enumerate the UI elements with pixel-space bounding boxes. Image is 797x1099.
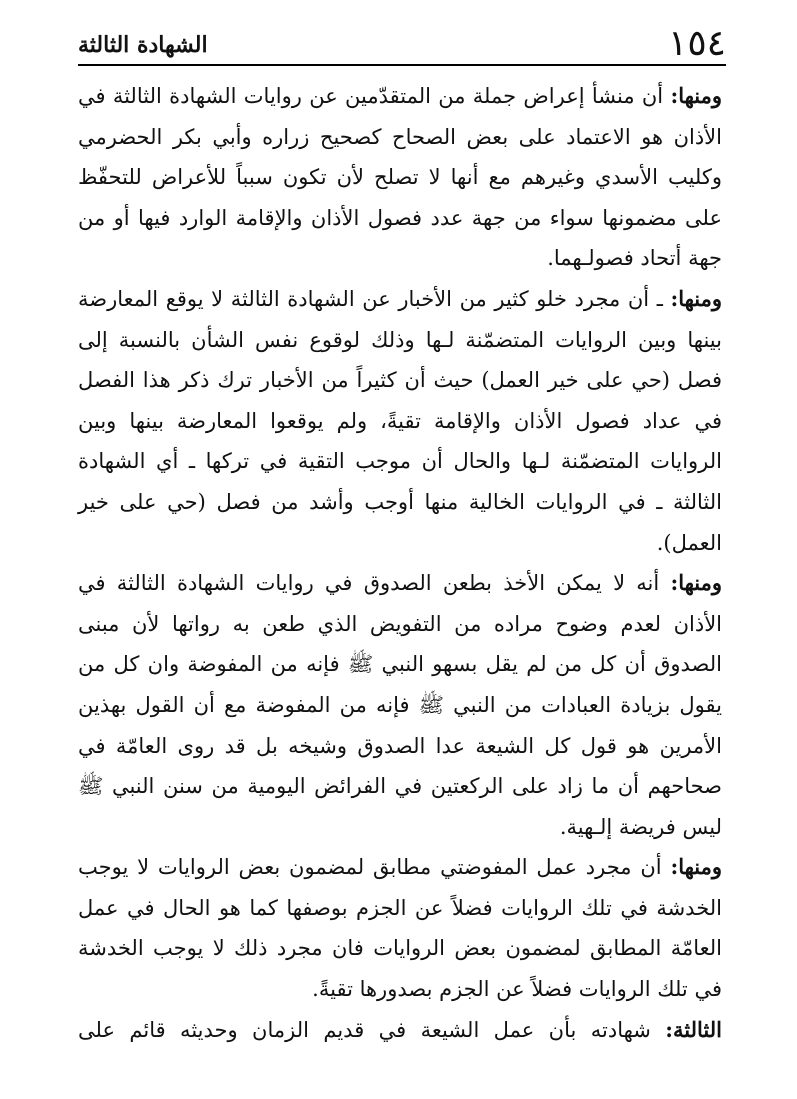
text-body — [78, 76, 722, 1050]
paragraph-keyword: الثالثة: — [665, 1016, 722, 1042]
paragraph-keyword: ومنها: — [670, 83, 722, 108]
paragraph-keyword: ومنها: — [670, 854, 722, 880]
page-number: ١٥٤ — [667, 23, 726, 64]
paragraph — [78, 1010, 722, 1051]
paragraph — [78, 76, 722, 279]
header-rule — [78, 64, 726, 66]
paragraph-keyword: ومنها: — [670, 285, 722, 311]
running-title: الشهادة الثالثة — [78, 32, 208, 58]
paragraph — [78, 847, 722, 1009]
paragraph-text: أنه لا يمكن الأخذ بطعن الصدوق في روايات الشهادة الثالثة في الأذان لعدم وضوح مراده من التفويض الذي طعن به رواتها لأن مبنى الصدوق أن كل من لم يقل بسهو النبي ﷺ فإنه من المفوضة وان كل من يقول بزيادة العبادات من النبي ﷺ فإنه من المفوضة مع أن القول بهذين الأمرين هو قول كل الشيعة عدا الصدوق وشيخه بل قد روى العامّة في صحاحهم أن ما زاد على الركعتين في الفرائض اليومية من سنن النبي ﷺ ليس فريضة إلـهية. — [78, 571, 722, 839]
paragraph-text: ـ أن مجرد خلو كثير من الأخبار عن الشهادة الثالثة لا يوقع المعارضة بينها وبين الروايات المتضمّنة لـها وذلك لوقوع نفس الشأن بالنسبة إلى فصل (حي على خير العمل) حيث أن كثيراً من الأخبار ترك ذكر هذا الفصل في عداد فصول الأذان والإقامة تقيةً، ولم يوقعوا المعارضة بينها وبين الروايات المتضمّنة لـها والحال أن موجب التقية في تركها ـ أي الشهادة الثالثة ـ في الروايات الخالية منها أوجب وأشد من فصل (حي على خير العمل). — [78, 286, 722, 555]
paragraph — [78, 563, 722, 847]
paragraph-text: شهادته بأن عمل الشيعة في قديم الزمان وحديثه قائم على — [78, 1017, 666, 1042]
paragraph-text: أن مجرد عمل المفوضتي مطابق لمضمون بعض الروايات لا يوجب الخدشة في تلك الروايات فضلاً عن الجزم بوصفها كما هو الحال في عمل العامّة المطابق لمضمون بعض الروايات فان مجرد ذلك لا يوجب الخدشة في تلك الروايات فضلاً عن الجزم بصدورها تقيةً. — [78, 855, 722, 1002]
paragraph — [78, 279, 722, 563]
paragraph-text: أن منشأ إعراض جملة من المتقدّمين عن روايات الشهادة الثالثة في الأذان هو الاعتماد على بعض الصحاح كصحيح زراره وأبي بكر الحضرمي وكليب الأسدي وغيرهم مع أنها لا تصلح لأن تكون سبباً للأعراض للتحفّظ على مضمونها سواء من جهة عدد فصول الأذان والإقامة الوارد فيها أو من جهة أتحاد فصولـهما. — [78, 84, 722, 271]
paragraph-keyword: ومنها: — [670, 570, 722, 596]
page-header — [78, 23, 726, 66]
